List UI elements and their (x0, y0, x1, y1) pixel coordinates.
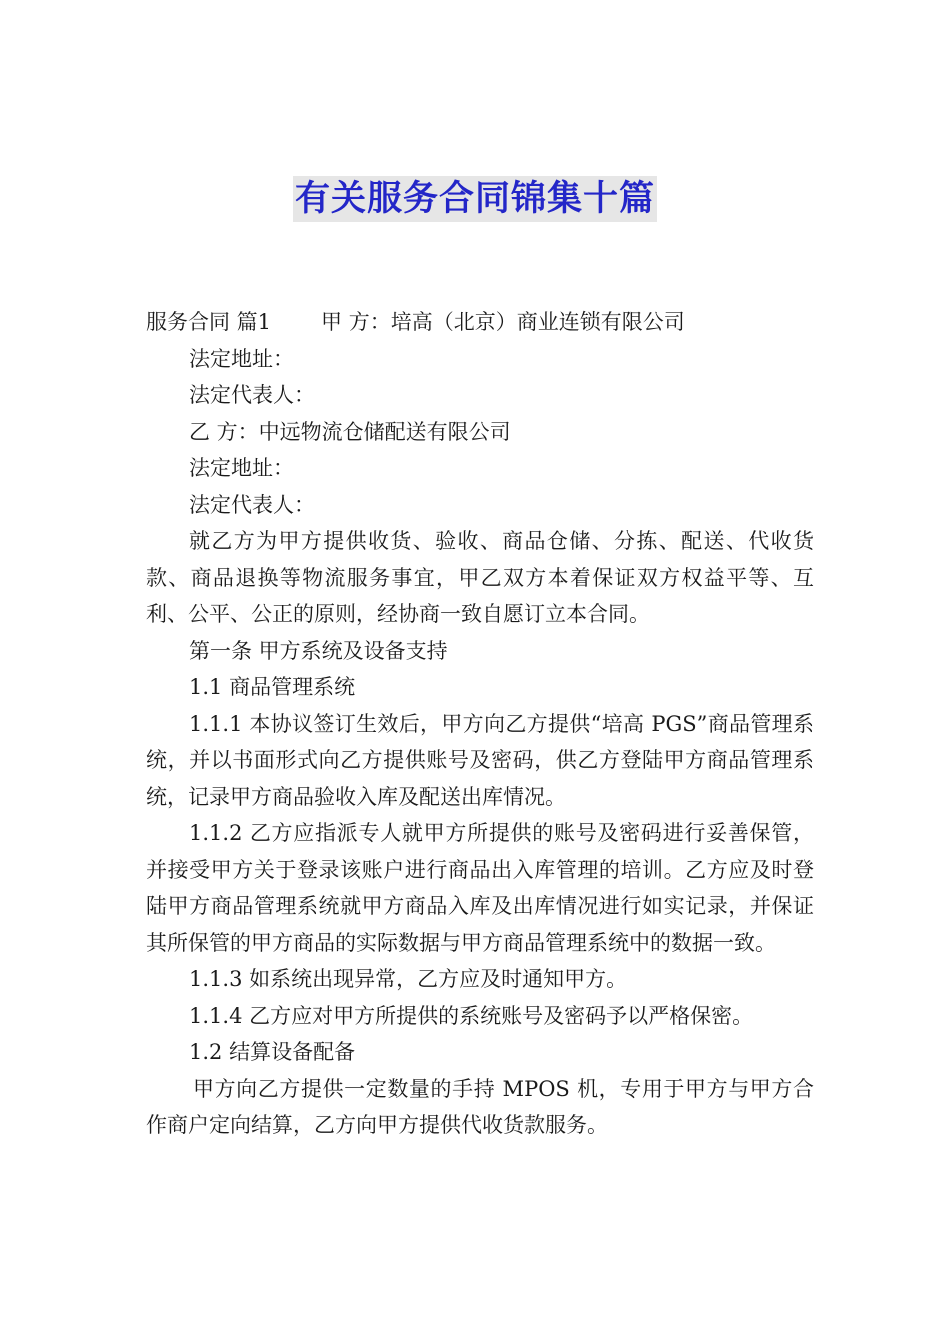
clause-1-2-text: 甲方向乙方提供一定数量的手持 MPOS 机，专用于甲方与甲方合作商户定向结算，乙方向甲方提供代收货款服务。 (146, 1076, 814, 1137)
document-body (146, 304, 814, 1144)
party-a-line: 甲 方：培高（北京）商业连锁有限公司 (321, 310, 685, 334)
paragraph-legal-address-a: 法定地址： (189, 346, 294, 371)
paragraph-legal-rep-a: 法定代表人： (189, 383, 315, 407)
paragraph-preamble: 就乙方为甲方提供收货、验收、商品仓储、分拣、配送、代收货款、商品退换等物流服务事宜，甲乙双方本着保证双方权益平等、互利、公平、公正的原则，经协商一致自愿订立本合同。 (146, 529, 814, 626)
clause-1-1-3: 1.1.3 如系统出现异常，乙方应及时通知甲方。 (189, 967, 628, 991)
title-wrapper (0, 176, 950, 222)
document-title: 有关服务合同锦集十篇 (293, 176, 657, 222)
section-label: 服务合同 篇1 (146, 310, 272, 334)
paragraph-party-b: 乙 方：中远物流仓储配送有限公司 (189, 419, 511, 444)
first-line (146, 304, 814, 341)
clause-1-1-4: 1.1.4 乙方应对甲方所提供的系统账号及密码予以严格保密。 (189, 1003, 754, 1028)
clause-1-2-heading: 1.2 结算设备配备 (189, 1040, 356, 1064)
clause-1-1-2: 1.1.2 乙方应指派专人就甲方所提供的账号及密码进行妥善保管，并接受甲方关于登录该账户进行商品出入库管理的培训。乙方应及时登陆甲方商品管理系统就甲方商品入库及出库情况进行如实记录，并保证其所保管的甲方商品的实际数据与甲方商品管理系统中的数据一致。 (146, 821, 814, 955)
paragraph-legal-address-b: 法定地址： (189, 456, 294, 480)
article-1-heading: 第一条 甲方系统及设备支持 (189, 638, 448, 663)
clause-1-1-1: 1.1.1 本协议签订生效后，甲方向乙方提供“培高 PGS”商品管理系统，并以书面形式向乙方提供账号及密码，供乙方登陆甲方商品管理系统，记录甲方商品验收入库及配送出库情况。 (146, 711, 814, 809)
clause-1-1-heading: 1.1 商品管理系统 (189, 675, 356, 699)
paragraph-legal-rep-b: 法定代表人： (189, 492, 315, 517)
